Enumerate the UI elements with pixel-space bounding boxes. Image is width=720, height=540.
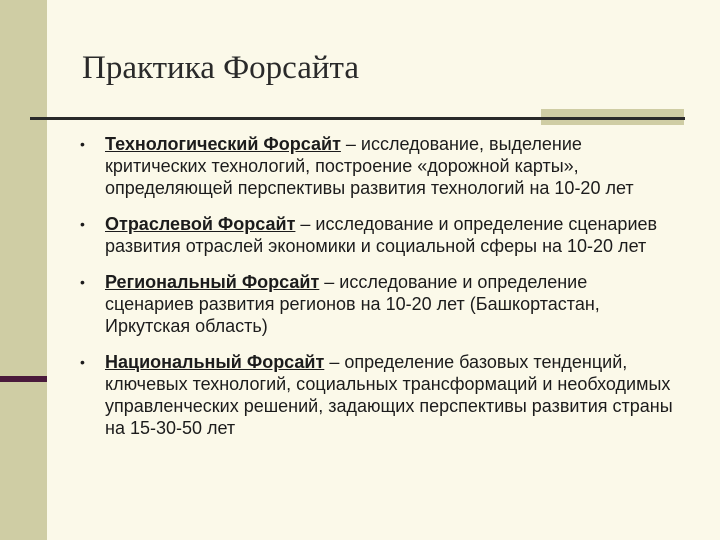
item-description: – определение базовых тенденций, ключевых технологий, социальных трансформаций и необходимых управленческих решений, задающих перспективы развития страны на 15-30-50 лет: [105, 352, 673, 438]
bullet-icon: •: [80, 274, 85, 290]
slide-title: Практика Форсайта: [82, 50, 359, 86]
term-technological-foresight: Технологический Форсайт: [105, 134, 341, 154]
bullet-icon: •: [80, 136, 85, 152]
term-regional-foresight: Региональный Форсайт: [105, 272, 320, 292]
item-description: – исследование и определение сценариев развития отраслей экономики и социальной сферы на 10-20 лет: [105, 214, 658, 256]
term-sectoral-foresight: Отраслевой Форсайт: [105, 214, 296, 234]
bullet-item-sectoral: [80, 213, 680, 257]
side-decoration-band: [0, 0, 47, 540]
bullet-item-technological: [80, 133, 680, 199]
term-national-foresight: Национальный Форсайт: [105, 352, 325, 372]
bullet-list: [80, 133, 680, 453]
bullet-item-national: [80, 351, 680, 439]
bullet-icon: •: [80, 354, 85, 370]
side-accent-bar: [0, 376, 47, 382]
bullet-item-regional: [80, 271, 680, 337]
title-divider-line: [30, 117, 685, 120]
item-description: – исследование и определение сценариев развития регионов на 10-20 лет (Башкортастан, Иркутская область): [105, 272, 600, 336]
item-description: – исследование, выделение критических технологий, построение «дорожной карты», определяющей перспективы развития технологий на 10-20 лет: [105, 134, 634, 198]
bullet-icon: •: [80, 216, 85, 232]
